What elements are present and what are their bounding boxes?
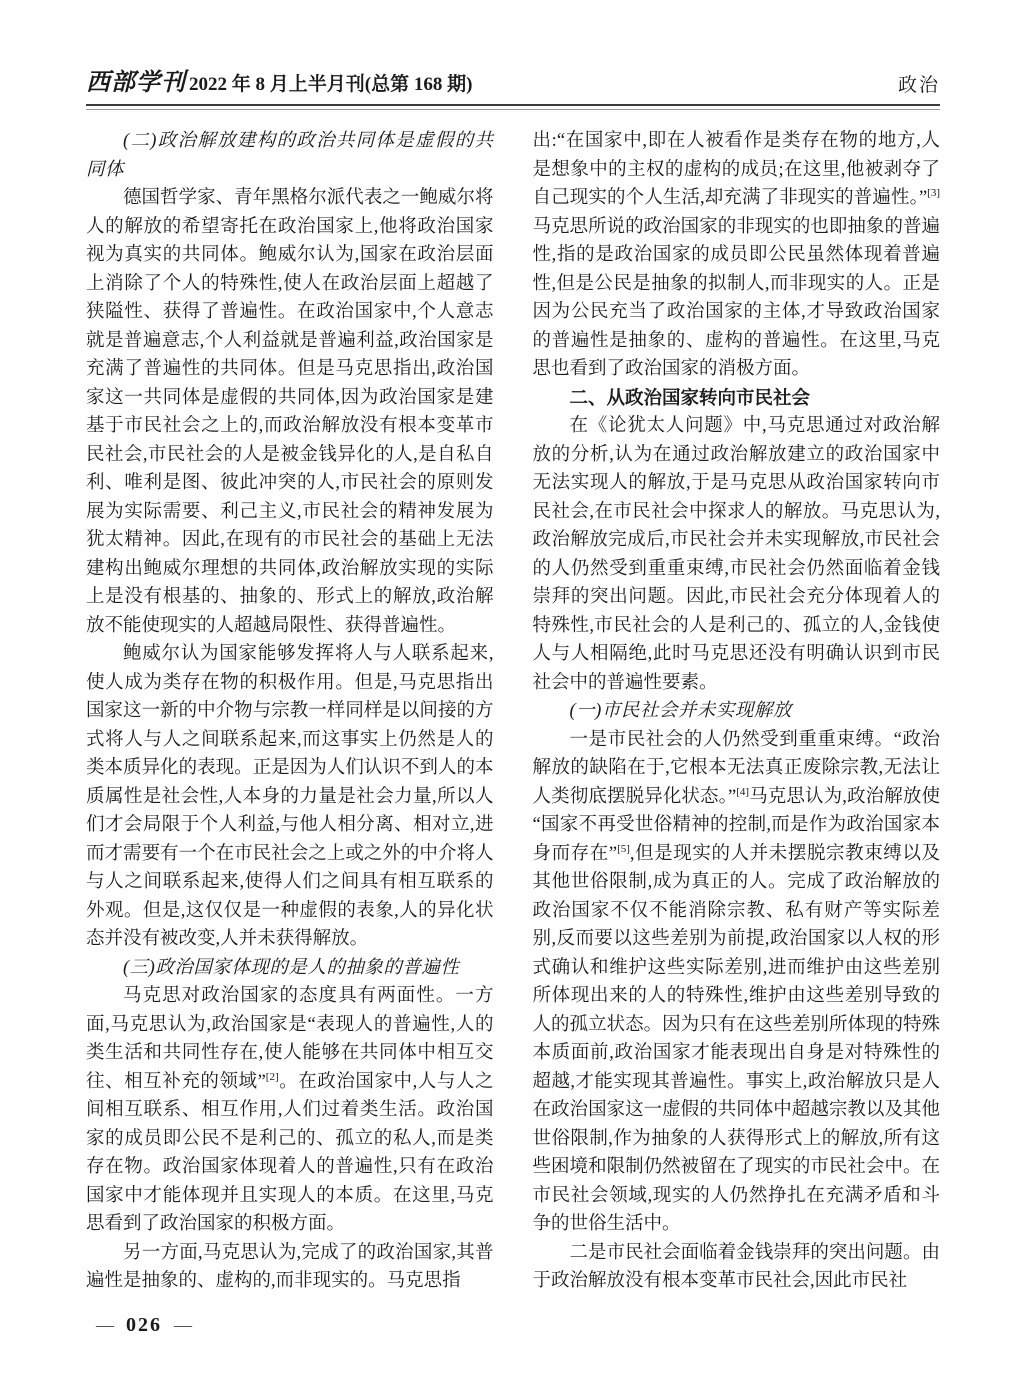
paragraph: 鲍威尔认为国家能够发挥将人与人联系起来,使人成为类存在物的积极作用。但是,马克思指出国家这一新的中介物与宗教一样同样是以间接的方式将人与人之间联系起来,而这事实上仍然是人的类本质异化的表现。正是因为人们认识不到人的本质属性是社会性,人本身的力量是社会力量,所以人们才会局限于个人利益,与他人相分离、相对立,进而才需要有一个在市民社会之上或之外的中介将人与人之间联系起来,使得人们之间具有相互联系的外观。但是,这仅仅是一种虚假的表象,人的异化状态并没有被改变,人并未获得解放。 bbox=[86, 644, 494, 949]
journal-logo: 西部学刊 bbox=[86, 70, 186, 96]
left-column bbox=[86, 127, 494, 1296]
paragraph-continuation: 出:“在国家中,即在人被看作是类存在物的地方,人是想象中的主权的虚构的成员;在这里,他被剥夺了自己现实的个人生活,却充满了非现实的普遍性。”[3]马克思所说的政治国家的非现实的也即抽象的普遍性,指的是政治国家的成员即公民虽然体现着普遍性,但是公民是抽象的拟制人,而非现实的人。正是因为公民充当了政治国家的主体,才导致政治国家的普遍性是抽象的、虚构的普遍性。在这里,马克思也看到了政治国家的消极方面。 bbox=[532, 131, 940, 379]
paragraph: 在《论犹太人问题》中,马克思通过对政治解放的分析,认为在通过政治解放建立的政治国家中无法实现人的解放,于是马克思从政治国家转向市民社会,在市民社会中探求人的解放。马克思认为,政治解放完成后,市民社会并未实现解放,市民社会的人仍然受到重重束缚,市民社会仍然面临着金钱崇拜的突出问题。因此,市民社会充分体现着人的特殊性,市民社会的人是利己的、孤立的人,金钱使人与人相隔绝,此时马克思还没有明确认识到市民社会中的普遍性要素。 bbox=[532, 416, 940, 693]
issue-info: 2022 年 8 月上半月刊(总第 168 期) bbox=[189, 74, 473, 95]
article-body bbox=[86, 127, 940, 1296]
page-folio bbox=[96, 1314, 192, 1337]
right-column bbox=[533, 127, 941, 1296]
paragraph: 德国哲学家、青年黑格尔派代表之一鲍威尔将人的解放的希望寄托在政治国家上,他将政治国家视为真实的共同体。鲍威尔认为,国家在政治层面上消除了个人的特殊性,使人在政治层面上超越了狭隘性、获得了普遍性。在政治国家中,个人意志就是普遍意志,个人利益就是普遍利益,政治国家是充满了普遍性的共同体。但是马克思指出,政治国家这一共同体是虚假的共同体,因为政治国家是建基于市民社会之上的,而政治解放没有根本变革市民社会,市民社会的人是被金钱异化的人,是自私自利、唯利是图、彼此冲突的人,市民社会的原则发展为实际需要、利己主义,市民社会的精神发展为犹太精神。因此,在现有的市民社会的基础上无法建构出鲍威尔理想的共同体,政治解放实现的实际上是没有根基的、抽象的、形式上的解放,政治解放不能使现实的人超越局限性、获得普遍性。 bbox=[86, 188, 494, 636]
subheading-political-state-abstract-universality: (三)政治国家体现的是人的抽象的普遍性 bbox=[123, 957, 460, 978]
running-head bbox=[86, 62, 940, 104]
paragraph: 马克思对政治国家的态度具有两面性。一方面,马克思认为,政治国家是“表现人的普遍性,人的类生活和共同性存在,使人能够在共同体中相互交往、相互补充的领域”[2]。在政治国家中,人与人之间相互联系、相互作用,人们过着类生活。政治国家的成员即公民不是利己的、孤立的私人,而是类存在物。政治国家体现着人的普遍性,只有在政治国家中才能体现并且实现人的本质。在这里,马克思看到了政治国家的积极方面。 bbox=[86, 986, 494, 1234]
folio-dash-left: — bbox=[96, 1315, 114, 1335]
paragraph: 另一方面,马克思认为,完成了的政治国家,其普遍性是抽象的、虚构的,而非现实的。马克思指 bbox=[86, 1242, 494, 1291]
subheading-political-emancipation-false-community: (二)政治解放建构的政治共同体是虚假的共同体 bbox=[86, 131, 494, 180]
section-label: 政治 bbox=[897, 75, 940, 96]
subheading-civil-society-not-emancipated: (一)市民社会并未实现解放 bbox=[569, 701, 792, 721]
masthead bbox=[86, 62, 472, 97]
paragraph: 一是市民社会的人仍然受到重重束缚。“政治解放的缺陷在于,它根本无法真正废除宗教,无法让人类彻底摆脱异化状态。”[4]马克思认为,政治解放使“国家不再受世俗精神的控制,而是作为政治国家本身而存在”[5],但是现实的人并未摆脱宗教束缚以及其他世俗限制,成为真正的人。完成了政治解放的政治国家不仅不能消除宗教、私有财产等实际差别,反而要以这些差别为前提,政治国家以人权的形式确认和维护这些实际差别,进而维护由这些差别所体现出来的人的特殊性,维护由这些差别导致的人的孤立状态。因为只有在这些差别所体现的特殊本质面前,政治国家才能表现出自身是对特殊性的超越,才能实现其普遍性。事实上,政治解放只是人在政治国家这一虚假的共同体中超越宗教以及其他世俗限制,作为抽象的人获得形式上的解放,所有这些困境和限制仍然被留在了现实的市民社会中。在市民社会领域,现实的人仍然挣扎在充满矛盾和斗争的世俗生活中。 bbox=[532, 729, 940, 1234]
section-heading-turn-to-civil-society: 二、从政治国家转向市民社会 bbox=[569, 386, 811, 408]
page-number: 026 bbox=[126, 1314, 162, 1336]
header-rule bbox=[86, 104, 940, 110]
paragraph: 二是市民社会面临着金钱崇拜的突出问题。由于政治解放没有根本变革市民社会,因此市民社 bbox=[532, 1242, 940, 1291]
folio-dash-right: — bbox=[174, 1315, 192, 1335]
